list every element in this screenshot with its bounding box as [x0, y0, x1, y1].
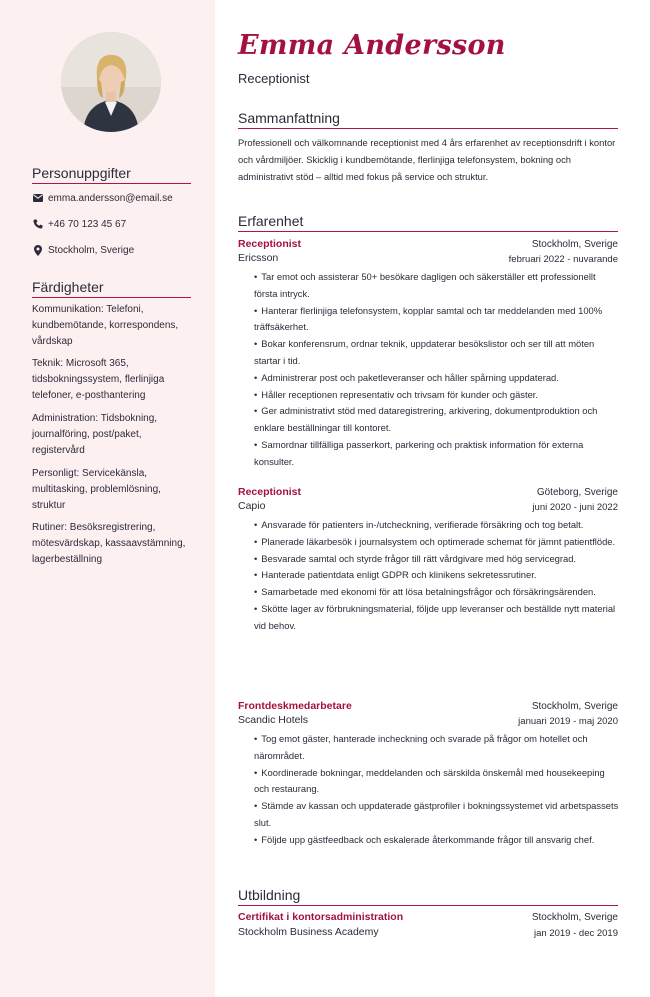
job-bullets: [254, 517, 620, 635]
envelope-icon: [32, 192, 44, 204]
list-item: • Ger administrativt stöd med dataregistrering, arkivering, dokumentproduktion och enklare beställningar till kontoret.: [254, 403, 620, 437]
job-bullets: [254, 269, 620, 471]
list-item: • Håller receptionen representativ och trivsam för kunder och gäster.: [254, 387, 620, 404]
education-school: Stockholm Business Academy: [238, 926, 379, 938]
phone-icon: [32, 218, 44, 230]
education-dates: jan 2019 - dec 2019: [534, 928, 618, 939]
job-bullets: [254, 731, 620, 849]
skill-item: Kommunikation: Telefoni, kundbemötande, korrespondens, vårdskap: [32, 304, 179, 347]
job-dates: juni 2020 - juni 2022: [532, 502, 618, 513]
personal-info-heading: Personuppgifter: [32, 165, 191, 184]
job-dates: februari 2022 - nuvarande: [508, 254, 618, 265]
email-text: emma.andersson@email.se: [48, 192, 173, 204]
list-item: • Hanterar flerlinjiga telefonsystem, kopplar samtal och tar meddelanden med 100% träffsäkerhet.: [254, 303, 620, 337]
summary-heading: Sammanfattning: [238, 110, 618, 129]
location-text: Stockholm, Sverige: [48, 244, 135, 256]
profile-photo: [61, 32, 161, 132]
list-item: • Tar emot och assisterar 50+ besökare dagligen och säkerställer ett professionellt första intryck.: [254, 269, 620, 303]
job-location: Stockholm, Sverige: [531, 701, 618, 712]
education-title: Certifikat i kontorsadministration: [238, 911, 404, 923]
list-item: • Besvarade samtal och styrde frågor till rätt vårdgivare med hög servicegrad.: [254, 551, 620, 568]
skill-item: Personligt: Servicekänsla, multitasking, problemlösning, struktur: [32, 468, 161, 511]
candidate-role: Receptionist: [238, 71, 310, 86]
job-title: Receptionist: [238, 238, 302, 250]
list-item: • Följde upp gästfeedback och eskalerade återkommande frågor till ansvarig chef.: [254, 832, 620, 849]
education-heading: Utbildning: [238, 887, 618, 906]
job-company: Ericsson: [238, 252, 279, 264]
list-item: • Ansvarade för patienters in-/utcheckning, verifierade försäkring och tog betalt.: [254, 517, 620, 534]
skill-item: Teknik: Microsoft 365, tidsbokningssystem, flerlinjiga telefoner, e-posthantering: [32, 358, 165, 401]
job-dates: januari 2019 - maj 2020: [518, 716, 618, 727]
list-item: • Planerade läkarbesök i journalsystem och optimerade schemat för jämnt patientflöde.: [254, 534, 620, 551]
contact-phone[interactable]: [32, 218, 126, 230]
candidate-name: Emma Andersson: [238, 30, 506, 61]
job-location: Göteborg, Sverige: [536, 487, 618, 498]
skill-item: Rutiner: Besöksregistrering, mötesvärdskap, kassaavstämning, lagerbeställning: [32, 522, 186, 565]
education-location: Stockholm, Sverige: [531, 912, 618, 923]
list-item: • Samordnar tillfälliga passerkort, parkering och praktisk information för externa konsulter.: [254, 437, 620, 471]
skills-heading: Färdigheter: [32, 279, 191, 298]
location-pin-icon: [32, 244, 44, 256]
list-item: • Bokar konferensrum, ordnar teknik, uppdaterar besökslistor och ser till att möten startar i tid.: [254, 336, 620, 370]
list-item: • Koordinerade bokningar, meddelanden och särskilda önskemål med housekeeping och restaurang.: [254, 765, 620, 799]
contact-email[interactable]: [32, 192, 173, 204]
job-title: Frontdeskmedarbetare: [238, 700, 352, 712]
phone-text: +46 70 123 45 67: [48, 218, 127, 230]
job-location: Stockholm, Sverige: [531, 239, 618, 250]
job-company: Scandic Hotels: [238, 714, 309, 726]
list-item: • Stämde av kassan och uppdaterade gästprofiler i bokningssystemet vid arbetspassets slut.: [254, 798, 620, 832]
summary-text: Professionell och välkomnande receptionist med 4 års erfarenhet av receptionsdrift i kontor och vårdmiljöer. Skicklig i kundbemötande, flerlinjiga telefonsystem, bokning och administrativt stöd – alltid med fokus på service och struktur.: [238, 137, 616, 182]
list-item: • Tog emot gäster, hanterade incheckning och svarade på frågor om hotellet och närområdet.: [254, 731, 620, 765]
list-item: • Skötte lager av förbrukningsmaterial, följde upp leveranser och beställde nytt material vid behov.: [254, 601, 620, 635]
skill-item: Administration: Tidsbokning, journalföring, post/paket, registervård: [32, 413, 158, 456]
job-title: Receptionist: [238, 486, 302, 498]
contact-location: [32, 244, 134, 256]
list-item: • Administrerar post och paketleveranser och håller spårning uppdaterad.: [254, 370, 620, 387]
job-company: Capio: [238, 500, 266, 512]
list-item: • Hanterade patientdata enligt GDPR och klinikens sekretessrutiner.: [254, 567, 620, 584]
list-item: • Samarbetade med ekonomi för att lösa betalningsfrågor och försäkringsärenden.: [254, 584, 620, 601]
experience-heading: Erfarenhet: [238, 213, 618, 232]
